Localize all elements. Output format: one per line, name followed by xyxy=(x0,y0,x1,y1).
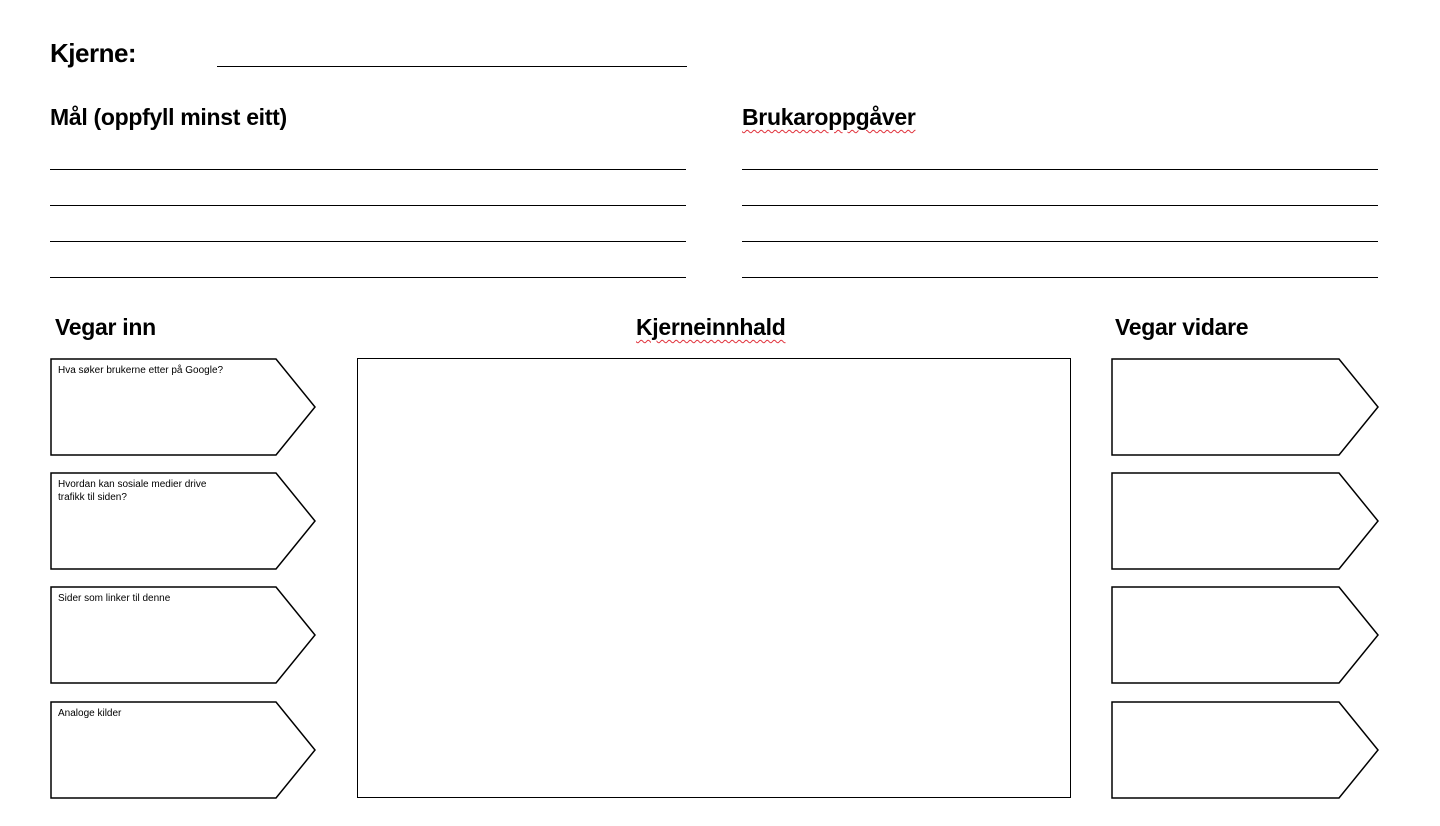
arrow-shape xyxy=(1111,586,1381,684)
way-in-arrow-1[interactable] xyxy=(50,358,318,456)
user-tasks-line-3[interactable] xyxy=(742,241,1378,242)
way-in-text: Analoge kilder xyxy=(58,708,122,719)
user-tasks-line-1[interactable] xyxy=(742,169,1378,170)
core-content-box[interactable] xyxy=(357,358,1071,798)
goals-line-3[interactable] xyxy=(50,241,686,242)
way-in-arrow-4[interactable] xyxy=(50,701,318,799)
ways-onward-heading: Vegar vidare xyxy=(1115,314,1249,340)
way-onward-arrow-3[interactable] xyxy=(1111,586,1379,684)
way-in-text: Sider som linker til denne xyxy=(58,593,171,604)
user-tasks-line-4[interactable] xyxy=(742,277,1378,278)
arrow-shape xyxy=(1111,358,1381,456)
user-tasks-heading: Brukaroppgåver xyxy=(742,104,916,130)
way-onward-arrow-4[interactable] xyxy=(1111,701,1379,799)
goals-line-2[interactable] xyxy=(50,205,686,206)
kjerne-input-line[interactable] xyxy=(217,66,687,67)
goals-heading: Mål (oppfyll minst eitt) xyxy=(50,104,287,130)
arrow-shape xyxy=(1111,472,1381,570)
way-in-arrow-2[interactable] xyxy=(50,472,318,570)
user-tasks-line-2[interactable] xyxy=(742,205,1378,206)
goals-line-1[interactable] xyxy=(50,169,686,170)
ways-in-heading: Vegar inn xyxy=(55,314,156,340)
goals-line-4[interactable] xyxy=(50,277,686,278)
way-onward-arrow-2[interactable] xyxy=(1111,472,1379,570)
way-in-text: Hva søker brukerne etter på Google? xyxy=(58,365,224,376)
way-in-arrow-3[interactable] xyxy=(50,586,318,684)
arrow-shape xyxy=(1111,701,1381,799)
way-in-text: Hvordan kan sosiale medier drive trafikk til siden? xyxy=(58,479,207,503)
kjerne-label: Kjerne: xyxy=(50,38,137,68)
way-onward-arrow-1[interactable] xyxy=(1111,358,1379,456)
core-content-heading: Kjerneinnhald xyxy=(636,314,786,340)
